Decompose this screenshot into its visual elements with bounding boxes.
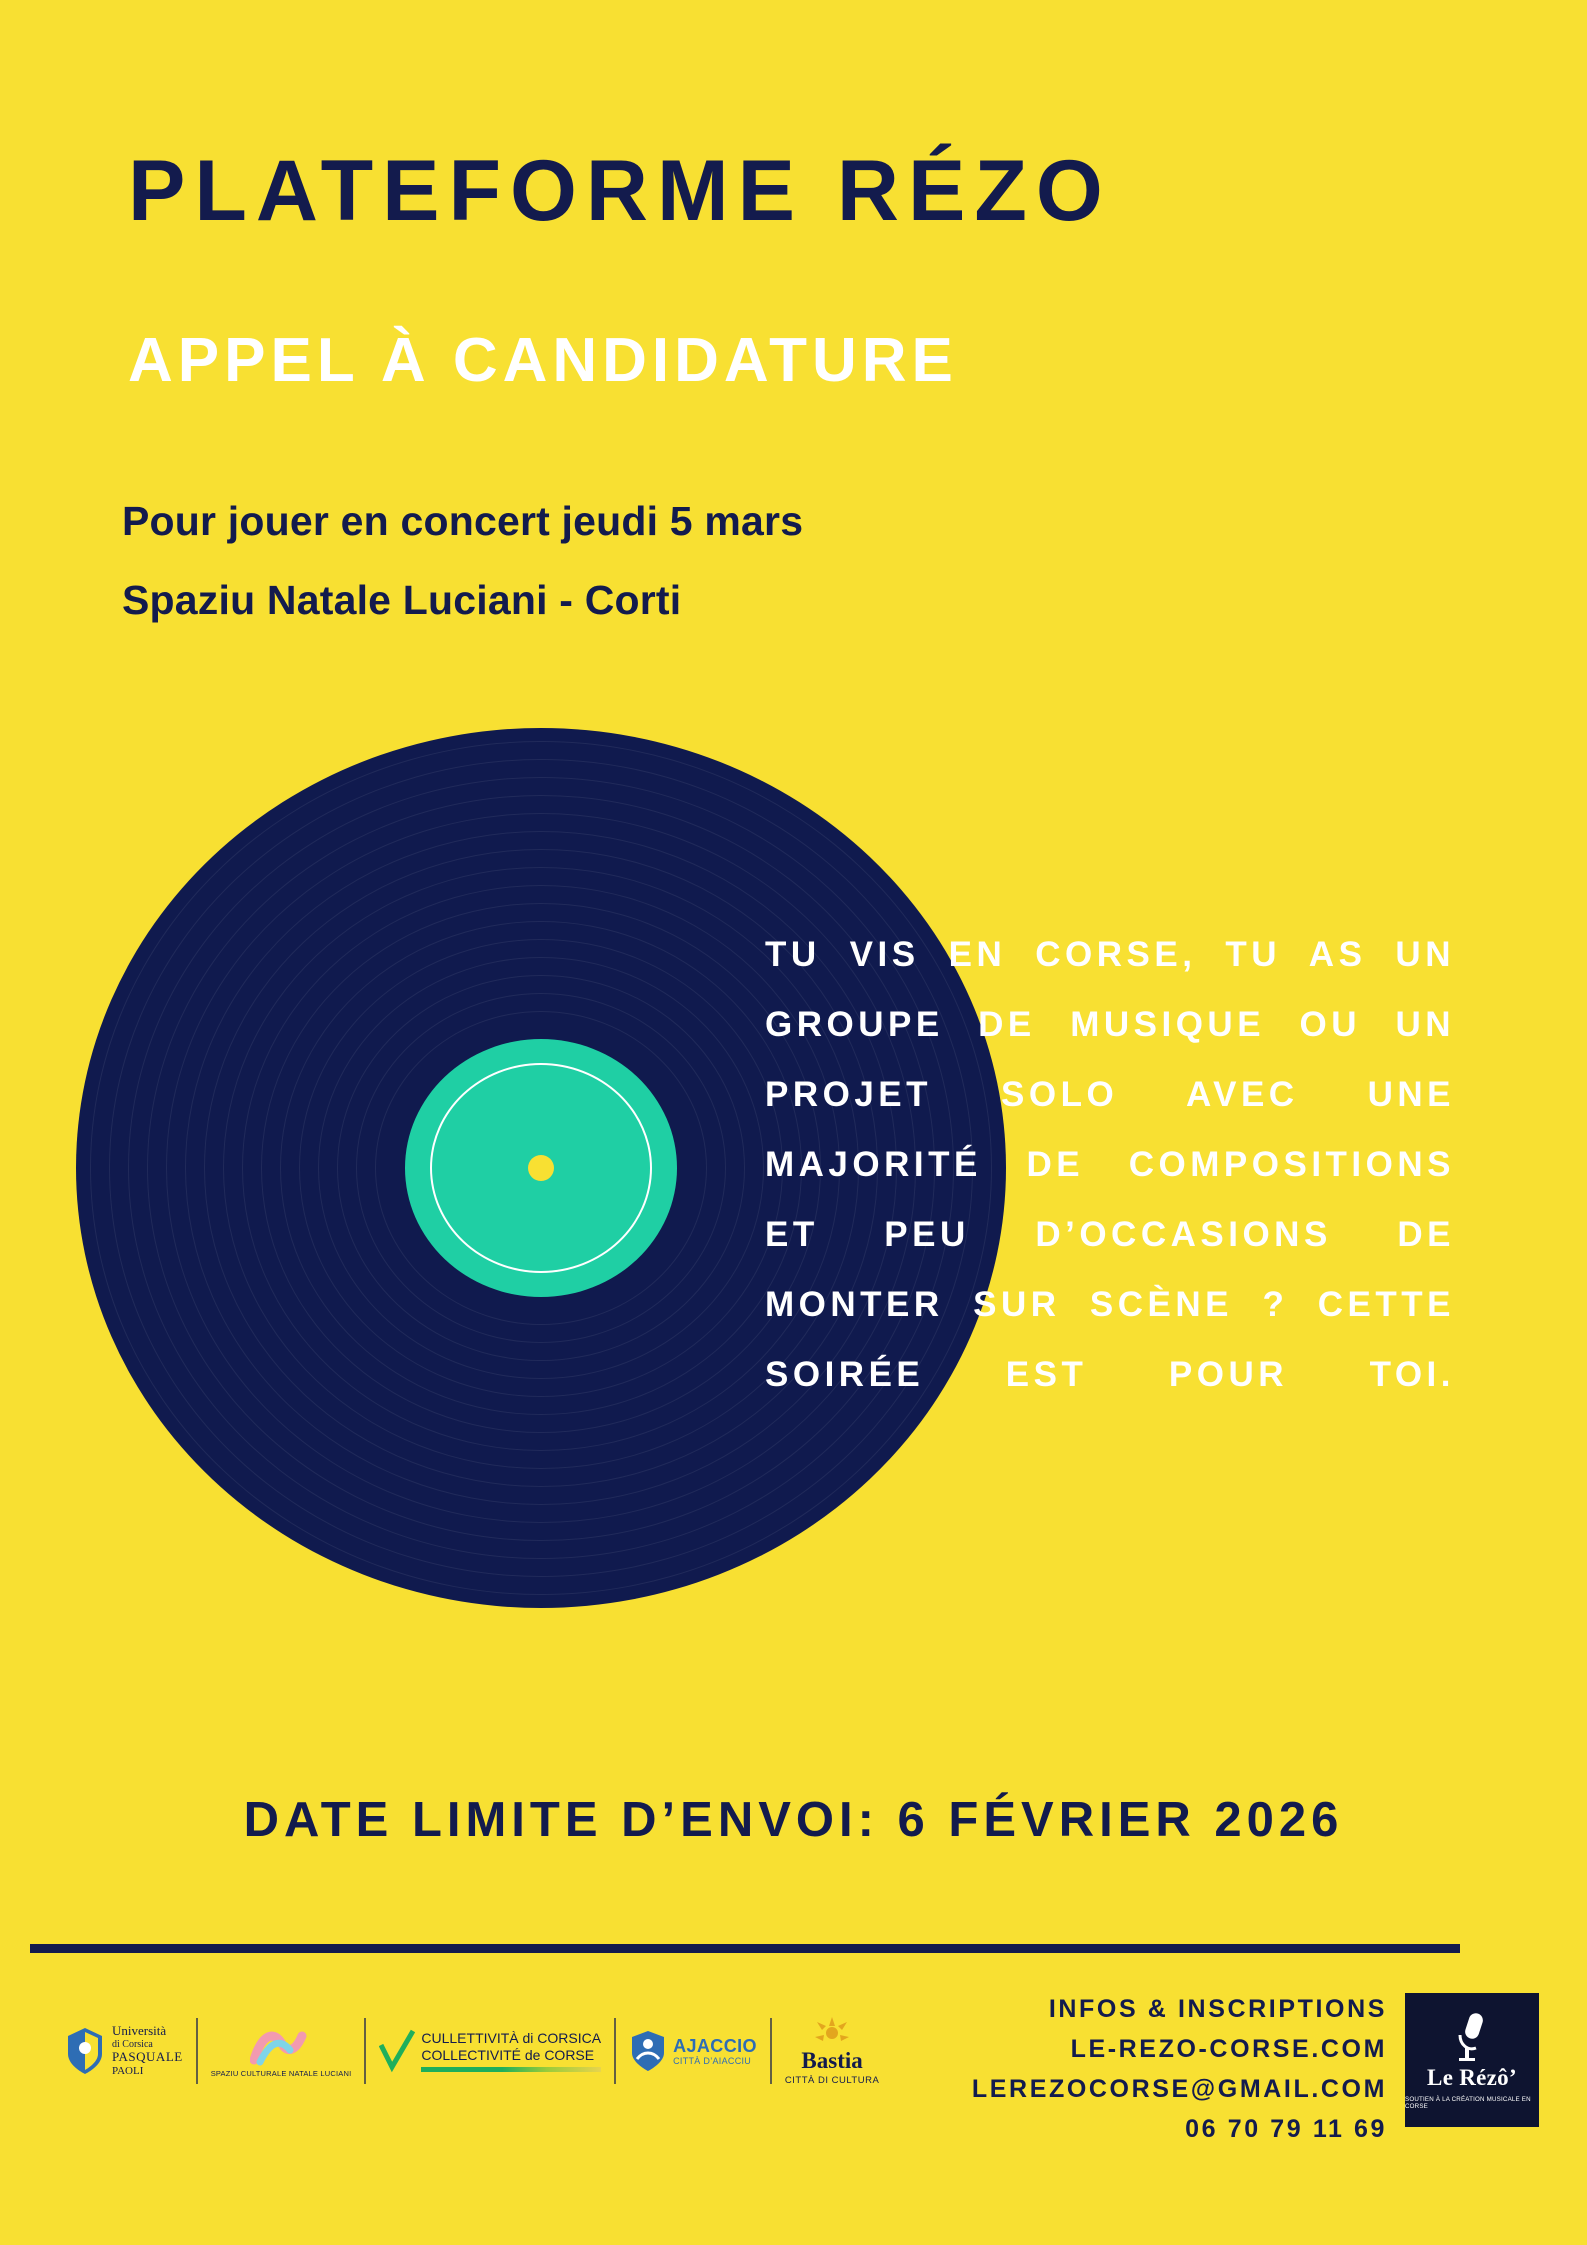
partner-logo-ajaccio xyxy=(616,2005,770,2097)
partner-logo-universita-di-corsica xyxy=(52,2005,196,2097)
deadline-text: DATE LIMITE D’ENVOI: 6 FÉVRIER 2026 xyxy=(243,1793,1344,1847)
body-paragraph: TU VIS EN CORSE, TU AS UN GROUPE DE MUSIQUE OU UN PROJET SOLO AVEC UNE MAJORITÉ DE COMPOSITIONS ET PEU D’OCCASIONS DE MONTER SUR SCÈNE ? CETTE SOIRÉE EST POUR TOI. xyxy=(765,935,1455,1394)
logo-divider xyxy=(196,2018,198,2084)
event-line-1: Pour jouer en concert jeudi 5 mars xyxy=(122,498,804,544)
partner-label: CITTÀ D’AIACCIU xyxy=(673,2056,752,2067)
partner-label: AJACCIO xyxy=(673,2035,757,2056)
logo-divider xyxy=(614,2018,616,2084)
page-subtitle: APPEL À CANDIDATURE xyxy=(128,326,958,395)
partner-logo-spaziu-culturale xyxy=(198,2005,365,2097)
partner-label: PAOLI xyxy=(112,2065,144,2078)
rezo-logo-name: Le Rézô’ xyxy=(1427,2064,1517,2090)
vinyl-center-hole xyxy=(528,1155,554,1181)
rezo-logo xyxy=(1405,1993,1539,2127)
partner-logo-collectivite-de-corse xyxy=(366,2005,614,2097)
spaziu-mark-icon xyxy=(250,2024,312,2066)
contact-phone[interactable]: 06 70 79 11 69 xyxy=(1185,2115,1387,2143)
event-line-2: Spaziu Natale Luciani - Corti xyxy=(122,577,682,623)
partner-label: Università xyxy=(112,2022,167,2038)
partner-label: CULLETTIVITÀ di CORSICA xyxy=(421,2030,602,2047)
contact-heading: INFOS & INSCRIPTIONS xyxy=(1048,1995,1387,2023)
partner-label: CITTÀ DI CULTURA xyxy=(784,2074,880,2086)
logo-divider xyxy=(364,2018,366,2084)
contact-website[interactable]: LE-REZO-CORSE.COM xyxy=(1070,2035,1387,2063)
university-shield-icon xyxy=(65,2026,105,2076)
check-mark-icon xyxy=(379,2029,415,2073)
partner-label: Bastia xyxy=(801,2047,863,2073)
page-title: PLATEFORME RÉZO xyxy=(128,143,1112,239)
logo-divider xyxy=(770,2018,772,2084)
partner-label: COLLECTIVITÉ de CORSE xyxy=(421,2047,595,2063)
footer-divider xyxy=(30,1944,1460,1953)
bastia-sun-icon xyxy=(814,2017,850,2047)
ajaccio-shield-icon xyxy=(629,2029,667,2073)
contact-email[interactable]: LEREZOCORSE@GMAIL.COM xyxy=(971,2075,1387,2103)
microphone-icon xyxy=(1447,2011,1497,2063)
partner-logos xyxy=(52,2005,892,2097)
partner-label: SPAZIU CULTURALE NATALE LUCIANI xyxy=(210,2069,352,2078)
partner-logo-bastia xyxy=(772,2005,892,2097)
rezo-logo-tagline: SOUTIEN À LA CRÉATION MUSICALE EN CORSE xyxy=(1405,2095,1531,2110)
partner-label: PASQUALE xyxy=(112,2049,183,2065)
footer xyxy=(0,1975,1587,2245)
partner-label: di Corsica xyxy=(112,2038,153,2050)
contact-block xyxy=(927,1995,1387,2155)
logo-color-bar xyxy=(421,2067,601,2072)
